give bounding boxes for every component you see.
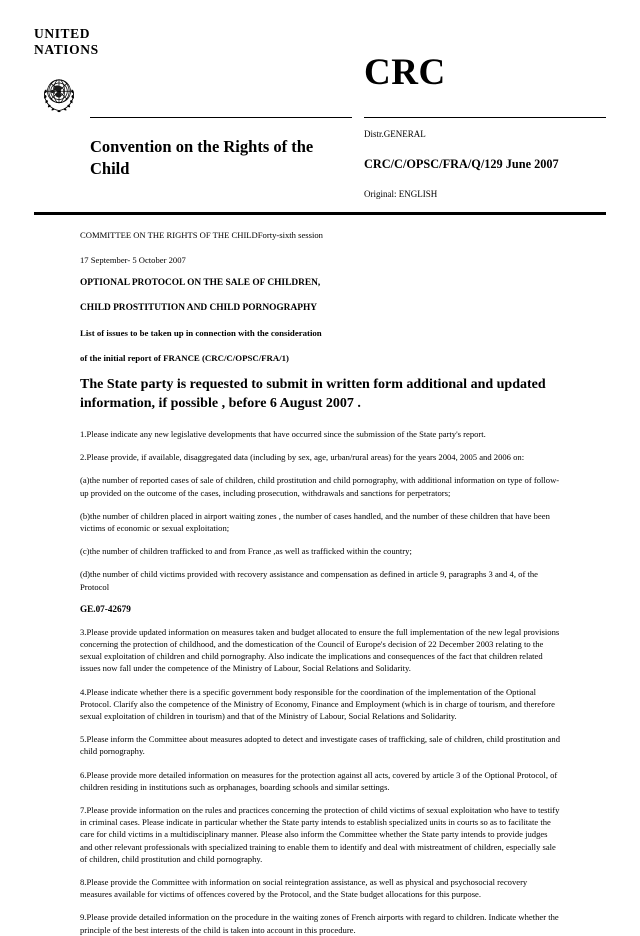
document-page	[0, 26, 640, 935]
list-of-issues-line-1: List of issues to be taken up in connection with the consideration	[80, 328, 322, 339]
document-symbol: CRC/C/OPSC/FRA/Q/129 June 2007	[364, 156, 559, 171]
masthead-right	[352, 26, 640, 117]
original-language: Original: ENGLISH	[364, 188, 438, 199]
paragraph-2c: (c)the number of children trafficked to and from France ,as well as trafficked within the country;	[80, 546, 412, 557]
paragraph-5: 5.Please inform the Committee about measures adopted to detect and investigate cases of trafficking, sale of children, child prostitution and child pornography.	[80, 734, 560, 757]
paragraph-1: 1.Please indicate any new legislative developments that have occurred since the submission of the State party's report.	[80, 428, 486, 439]
document-body	[0, 215, 640, 935]
paragraph-2b: (b)the number of children placed in airport waiting zones , the number of cases handled, and the number of these children that have been victims of economic or sexual exploitation;	[80, 510, 550, 533]
distribution-label: Distr.GENERAL	[364, 128, 426, 139]
session-dates: 17 September- 5 October 2007	[80, 254, 186, 265]
protocol-heading-line-1: OPTIONAL PROTOCOL ON THE SALE OF CHILDREN,	[80, 277, 321, 288]
ge-number: GE.07-42679	[80, 603, 131, 614]
organization-line-1: UNITED	[34, 26, 91, 41]
paragraph-2: 2.Please provide, if available, disaggregated data (including by sex, age, urban/rural areas) for the years 2004, 2005 and 2006 on:	[80, 452, 525, 463]
masthead	[0, 26, 640, 117]
un-emblem-icon	[36, 71, 82, 117]
paragraph-7: 7.Please provide information on the rules and practices concerning the protection of child victims of sexual exploitation who have to testify in criminal cases. Please indicate in particular whether the State party intends to establish specialized units in courts so as to facilitate the care for child victims in a multidisciplinary manner. Please also inform the Committee whether the State party intends to provide judges and other relevant professionals with specialized training to enable them to identify and deal with mistreatment of children, especially sale of children, child prostitution and child pornography.	[80, 804, 560, 864]
paragraph-9: 9.Please provide detailed information on the procedure in the waiting zones of French airports with regard to children. Indicate whether the principle of the best interests of the child is taken into account in this procedure.	[80, 912, 559, 935]
organization-line-2: NATIONS	[34, 42, 99, 58]
protocol-heading-line-2: CHILD PROSTITUTION AND CHILD PORNOGRAPHY	[80, 303, 318, 314]
page-title: Convention on the Rights of the Child	[90, 136, 314, 178]
paragraph-3: 3.Please provide updated information on measures taken and budget allocated to ensure the full implementation of the new legal provisions concerning the protection of childhood, and the domestication of the Council of Europe's decision of 22 December 2003 relating to the sexual exploitation of children and child pornography. Also indicate the implications and consequences of the fact that children related issues now fall under the competence of the Ministry of Labour, Social Relations and Solidarity.	[80, 626, 560, 674]
masthead-left	[0, 26, 352, 117]
list-of-issues-line-2: of the initial report of FRANCE (CRC/C/OPSC/FRA/1)	[80, 352, 289, 363]
submission-request-statement: The State party is requested to submit in written form additional and updated information, if possible , before 6 August 2007 .	[80, 377, 546, 412]
paragraph-8: 8.Please provide the Committee with information on social reintegration assistance, as well as physical and psychosocial recovery measures available for victims of offences covered by the Protocol, and the State budget allocations for this purpose.	[80, 876, 528, 900]
convention-title-cell	[0, 118, 352, 212]
paragraph-6: 6.Please provide more detailed information on measures for the protection against all acts, covered by article 3 of the Optional Protocol, of children residing in institutions such as orphanages, boarding schools and similar settings.	[80, 769, 558, 792]
document-meta-cell	[352, 118, 640, 212]
organization-name	[34, 26, 352, 59]
crc-symbol: CRC	[364, 52, 446, 93]
committee-session-line: COMMITTEE ON THE RIGHTS OF THE CHILDForty-sixth session	[80, 230, 323, 241]
paragraph-4: 4.Please indicate whether there is a specific government body responsible for the coordination of the implementation of the Optional Protocol. Clarify also the competence of the Ministry of Economy, Finance and Employment (which is in charge of tourism, and therefore sexual exploitation of children in tourism) and that of the Ministry of Labour, Social Relations and Solidarity.	[80, 686, 555, 721]
title-block	[0, 118, 640, 212]
paragraph-2d: (d)the number of child victims provided with recovery assistance and compensation as defined in article 9, paragraphs 3 and 4, of the Protocol	[80, 569, 538, 592]
paragraph-2a: (a)the number of reported cases of sale of children, child prostitution and child pornography, with additional information on type of follow-up provided on the outcome of the cases, including prosecution, withdrawals and sanctions for perpetrators;	[80, 475, 560, 498]
